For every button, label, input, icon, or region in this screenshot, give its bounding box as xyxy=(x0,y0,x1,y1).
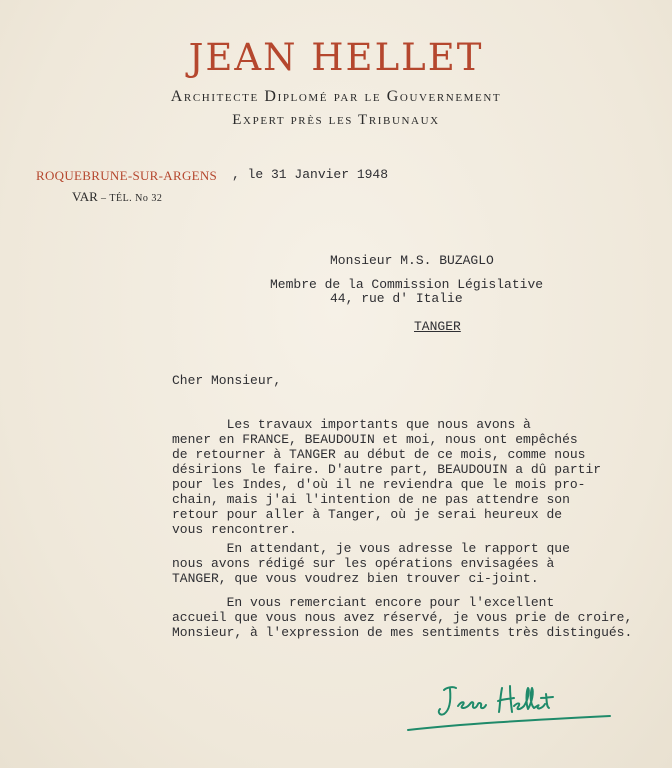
paragraph-line: chain, mais j'ai l'intention de ne pas attendre son xyxy=(172,492,570,507)
paragraph-line: pour les Indes, d'où il ne reviendra que le mois pro- xyxy=(172,477,586,492)
paragraph-line: Monsieur, à l'expression de mes sentiments très distingués. xyxy=(172,625,633,640)
paragraph-line: nous avons rédigé sur les opérations envisagées à xyxy=(172,556,555,571)
paragraph-line: désirions le faire. D'autre part, BEAUDOUIN a dû partir xyxy=(172,462,602,477)
paragraph-1 xyxy=(172,417,652,537)
paragraph-line: vous rencontrer. xyxy=(172,522,297,537)
paragraph-2 xyxy=(172,541,652,586)
telephone-label: – TÉL. No 32 xyxy=(101,193,163,204)
department-label: VAR xyxy=(72,189,98,204)
recipient-city: TANGER xyxy=(414,319,461,334)
letterhead-department xyxy=(72,189,162,205)
recipient-name: Monsieur M.S. BUZAGLO xyxy=(330,253,494,268)
paragraph-line: En vous remerciant encore pour l'excellent xyxy=(172,595,555,610)
paragraph-line: accueil que vous nous avez réservé, je vous prie de croire, xyxy=(172,610,633,625)
paragraph-line: En attendant, je vous adresse le rapport que xyxy=(172,541,570,556)
paragraph-line: Les travaux importants que nous avons à xyxy=(172,417,531,432)
paragraph-line: TANGER, que vous voudrez bien trouver ci-joint. xyxy=(172,571,539,586)
letterhead-expert-line: Expert près les Tribunaux xyxy=(232,112,440,128)
handwritten-signature xyxy=(400,676,620,736)
paragraph-line: mener en FRANCE, BEAUDOUIN et moi, nous ont empêchés xyxy=(172,432,578,447)
paragraph-line: retour pour aller à Tanger, où je serai heureux de xyxy=(172,507,563,522)
recipient-street: 44, rue d' Italie xyxy=(330,291,463,306)
paragraph-line: de retourner à TANGER au début de ce mois, comme nous xyxy=(172,447,586,462)
recipient-title: Membre de la Commission Législative xyxy=(270,277,544,292)
letterhead-location: ROQUEBRUNE-SUR-ARGENS xyxy=(36,168,218,183)
letter-date: , le 31 Janvier 1948 xyxy=(232,167,389,182)
salutation: Cher Monsieur, xyxy=(172,373,282,388)
paragraph-3 xyxy=(172,595,652,640)
letterhead-qualification: Architecte Diplomé par le Gouvernement xyxy=(170,88,502,105)
letterhead-name: JEAN HELLET xyxy=(188,36,484,79)
